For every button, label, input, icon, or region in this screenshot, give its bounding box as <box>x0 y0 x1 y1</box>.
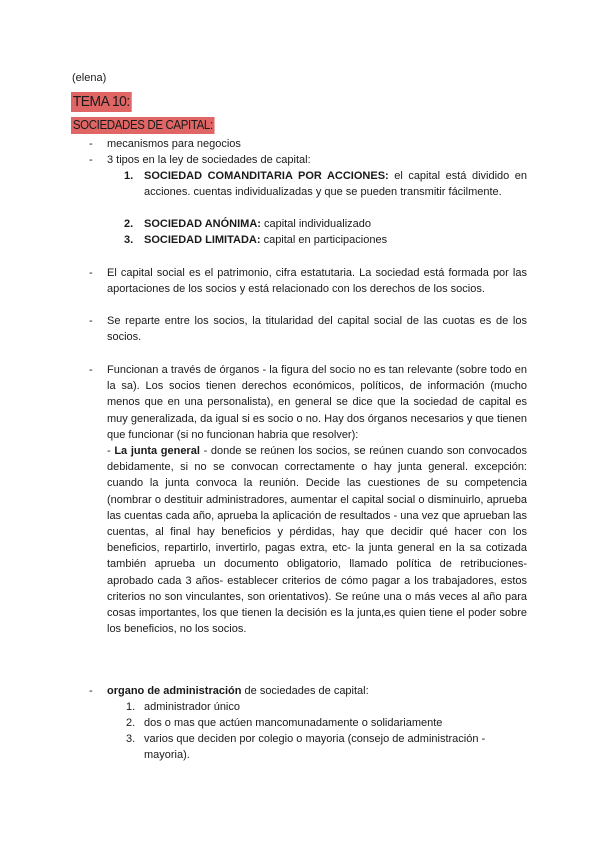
list-number: 2. <box>126 717 136 729</box>
junta-text: - donde se reúnen los socios, se reúnen cuando son convocados debidamente, si no se convocan correctamente o hay junta general. excepción: cuando la junta convoca la reunión. Decide las cuestiones de su competencia (nombrar o destituir administradores, aumentar el capital social o disminuirlo, aprueba las cuentas cada año, aprueba la aplicación de resultados - una vez que aprueban las cuentas, al final hay beneficios y pérdidas, hay que decidir qué hacer con los beneficios, repartirlo, invertirlo, pagas extra, etc- la junta general en la sa cotizada también aprueba un documento obligatorio, llamado política de retribuciones- aprobado cada 3 años- establecer criterios de cómo pagar a los trabajadores, estos criterios no son vinculantes, son orientativos). Se reúne una o más veces al año para cosas importantes, los que tienen la decisión es la junta,es quien tiene el poder sobre los beneficios, no los socios. <box>107 445 527 636</box>
organo-admin-bold: organo de administración <box>107 685 242 697</box>
bullet-dash: - <box>89 315 93 327</box>
list-number: 2. <box>124 218 134 230</box>
bullet-dash: - <box>89 267 93 279</box>
section-heading <box>71 117 215 134</box>
organo-admin-heading <box>107 683 527 699</box>
list-item-bold: SOCIEDAD COMANDITARIA POR ACCIONES: <box>144 170 389 182</box>
list-item <box>144 232 527 248</box>
organo-admin-text: de sociedades de capital: <box>241 685 369 697</box>
list-number: 1. <box>124 170 134 182</box>
junta-prefix: - <box>107 445 115 458</box>
list-item: administrador único <box>144 701 240 713</box>
junta-bold: La junta general <box>114 445 200 458</box>
list-item-bold: SOCIEDAD ANÓNIMA: <box>144 218 261 230</box>
list-number: 1. <box>126 701 136 713</box>
list-item-text: capital individualizado <box>260 218 372 230</box>
bullet-text: mecanismos para negocios <box>107 138 241 150</box>
bullet-text: 3 tipos en la ley de sociedades de capital: <box>107 154 311 166</box>
junta-general-paragraph <box>107 443 527 637</box>
subtitle-highlight: SOCIEDADES DE CAPITAL: <box>72 118 213 132</box>
list-item-text: el capital está dividido en acciones. cuentas individualizadas y que se pueden transmitir fácilmente. <box>144 170 528 199</box>
organos-intro: Funcionan a través de órganos - la figura del socio no es tan relevante (sobre todo en la sa). Los socios tienen derechos económicos, políticos, de información (mucho menos que en una personalista), en general se dice que la sociedad de capital es muy generalizada, da igual si es socio o no. Hay dos órganos necesarios y que tienen que funcionar (si no funcionan habria que resolver): <box>107 364 527 441</box>
list-item <box>144 168 527 200</box>
author-note: (elena) <box>72 72 107 84</box>
list-item: varios que deciden por colegio o mayoria (consejo de administración - mayoria). <box>144 733 486 762</box>
page-title <box>71 92 132 112</box>
list-item-bold: SOCIEDAD LIMITADA: <box>144 234 261 246</box>
bullet-text: Se reparte entre los socios, la titularidad del capital social de las cuotas es de los socios. <box>107 315 527 344</box>
bullet-text: El capital social es el patrimonio, cifra estatutaria. La sociedad está formada por las aportaciones de los socios y está relacionado con los derechos de los socios. <box>107 267 527 296</box>
bullet-dash: - <box>89 138 93 150</box>
list-item <box>144 216 527 232</box>
list-item: dos o mas que actúen mancomunadamente o solidariamente <box>144 717 443 729</box>
bullet-dash: - <box>89 154 93 166</box>
list-number: 3. <box>124 234 134 246</box>
bullet-dash: - <box>89 364 93 376</box>
list-number: 3. <box>126 733 136 745</box>
bullet-dash: - <box>89 685 93 697</box>
list-item-text: capital en participaciones <box>260 234 388 246</box>
title-highlight: TEMA 10: <box>72 93 130 110</box>
organos-paragraph <box>107 362 527 637</box>
